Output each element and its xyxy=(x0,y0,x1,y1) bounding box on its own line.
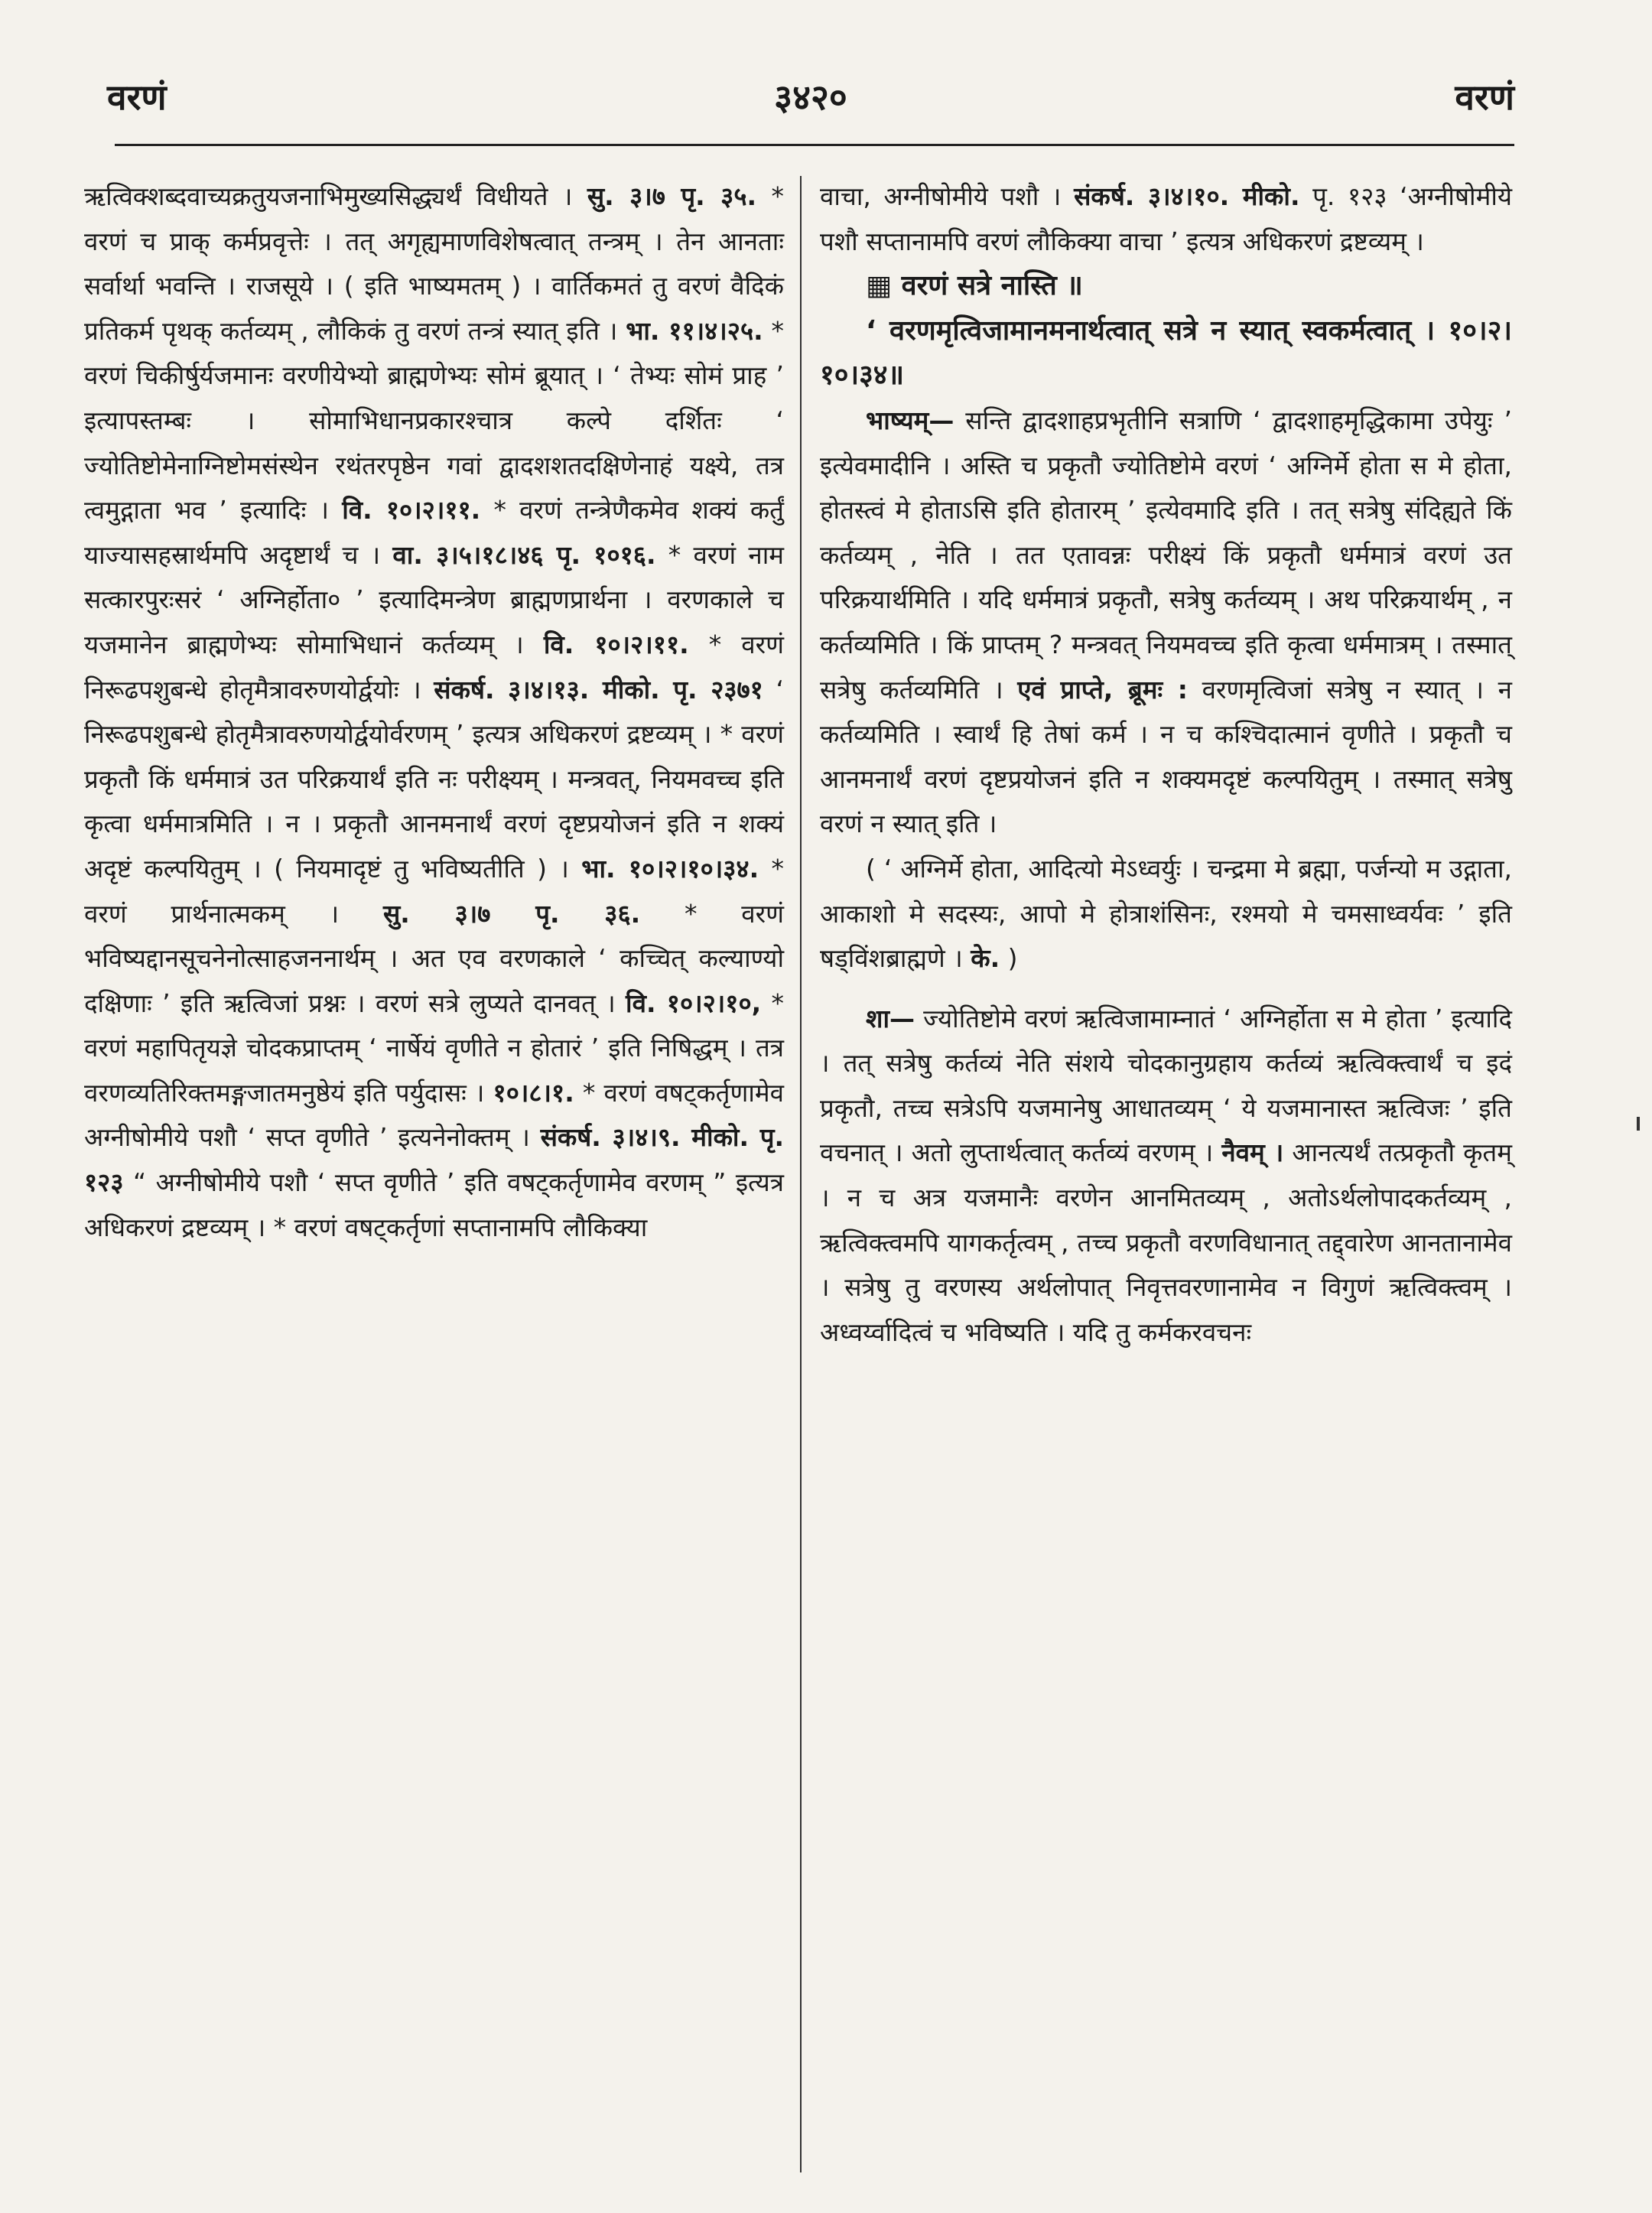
left-text-4: * वरणं तन्त्रेणैकमेव शक्यं कर्तुं याज्यासहस्रार्थमपि अदृष्टार्थं च । xyxy=(84,495,784,570)
section-heading xyxy=(820,264,1512,309)
left-text-7: ‘ निरूढपशुबन्धे होतृमैत्रावरुणयोर्द्वयोर्वरणम् ’ इत्यत्र अधिकरणं द्रष्टव्यम् । * वरणं प्रकृतौ किं धर्ममात्रं उत परिक्रयार्थं इति नः परीक्ष्यम् । मन्त्रवत्, नियमवच्च इति कृत्वा धर्ममात्रमिति । न । प्रकृतौ आनमनार्थं वरणं दृष्टप्रयोजनं इति न शक्यं अदृष्टं कल्पयितुम् । ( नियमादृष्टं तु भविष्यतीति ) । xyxy=(84,674,784,884)
left-ref-5: वि. १०।२।११. xyxy=(543,629,689,659)
bhashya-paragraph xyxy=(820,399,1512,847)
left-ref-9: वि. १०।२।१०, xyxy=(626,988,762,1018)
shastra-paragraph xyxy=(820,997,1512,1355)
bhashya-bold: एवं प्राप्ते, ब्रूमः : xyxy=(1017,674,1188,705)
left-text-3: * वरणं चिकीर्षुर्यजमानः वरणीयेभ्यो ब्राह्मणेभ्यः सोमं ब्रूयात् । ‘ तेभ्यः सोमं प्राह ’ इत्यापस्तम्बः । सोमाभिधानप्रकारश्चात्र कल्पे दर्शितः ‘ ज्योतिष्टोमेनाग्निष्टोमसंस्थेन रथंतरपृष्ठेन गवां द्वादशशतदक्षिणेनाहं यक्ष्ये, तत्र त्वमुद्गाता भव ’ इत्यादिः । xyxy=(84,315,784,526)
left-ref-11: संकर्ष. ३।४।९. मीको. पृ. १२३ xyxy=(84,1122,785,1198)
column-divider xyxy=(800,176,802,2172)
page-number: ३४२० xyxy=(774,76,847,118)
margin-mark xyxy=(1637,1117,1640,1131)
left-ref-1: सु. ३।७ पृ. ३५. xyxy=(587,181,757,211)
sutra-text: ‘ वरणमृत्विजामानमनार्थत्वात् सत्रे न स्यात् स्वकर्मत्वात् । १०।२।१०।३४॥ xyxy=(820,314,1512,392)
shastra-text-2: आनत्यर्थं तत्प्रकृतौ कृतम् । न च अत्र यजमानैः वरणेन आनमितव्यम् , अतोऽर्थलोपादकर्तव्यम् , ऋत्विक्त्वमपि यागकर्तृत्वम् , तच्च प्रकृतौ वरणविधानात् तद्द्वारेण आनतानामेव । सत्रेषु तु वरणस्य अर्थलोपात् निवृत्तवरणानामेव न विगुणं ऋत्विक्त्वम् । अध्वर्य्वादित्वं च भविष्यति । यदि तु कर्मकरवचनः xyxy=(820,1137,1512,1347)
left-ref-10: १०।८।१. xyxy=(493,1077,574,1108)
right-ref-1: संकर्ष. ३।४।१०. मीको. xyxy=(1074,181,1300,211)
right-text-1: वाचा, अग्नीषोमीये पशौ । xyxy=(820,181,1062,211)
left-text-2: * वरणं च प्राक् कर्मप्रवृत्तेः । तत् अगृह्यमाणविशेषत्वात् तन्त्रम् । तेन आनताः सर्वार्था भवन्ति । राजसूये । ( इति भाष्यमतम् ) । वार्तिकमतं तु वरणं वैदिकं प्रतिकर्म पृथक् कर्तव्यम् , लौकिकं तु वरणं तन्त्रं स्यात् इति । xyxy=(84,181,784,346)
left-text-8: * वरणं प्रार्थनात्मकम् । xyxy=(84,853,784,929)
page-header xyxy=(107,73,1514,134)
left-text-6: * वरणं निरूढपशुबन्धे होतृमैत्रावरुणयोर्द्वयोः । xyxy=(84,629,784,705)
left-ref-3: वि. १०।२।११. xyxy=(342,495,481,526)
note-ref: के. xyxy=(971,943,1000,974)
header-rule xyxy=(115,144,1514,146)
note-text: ( ‘ अग्निर्मे होता, आदित्यो मेऽध्वर्युः । चन्द्रमा मे ब्रह्मा, पर्जन्यो म उद्गाता, आकाशो मे सदस्यः, आपो मे होत्राशंसिनः, रश्मयो मे चमसाध्वर्यवः ’ इति षड्विंशब्राह्मणे । xyxy=(820,853,1512,974)
bhashya-label: भाष्यम्— xyxy=(866,405,954,435)
left-text-10: * वरणं महापितृयज्ञे चोदकप्राप्तम् ‘ नार्षेयं वृणीते न होतारं ’ इति निषिद्धम् । तत्र वरणव्यतिरिक्तमङ्गजातमनुष्ठेयं इति पर्युदासः । xyxy=(84,988,784,1108)
left-ref-2: भा. ११।४।२५. xyxy=(626,315,763,346)
note-paragraph xyxy=(820,847,1512,981)
left-text-11: * वरणं वषट्कर्तृणामेव अग्नीषोमीये पशौ ‘ सप्त वृणीते ’ इत्यनेनोक्तम् । xyxy=(84,1077,784,1153)
running-head-right: वरणं xyxy=(1455,76,1514,118)
right-column xyxy=(820,174,1512,1355)
right-text-2: पृ. १२३ ‘अग्नीषोमीये पशौ सप्तानामपि वरणं लौकिक्या वाचा ’ इत्यत्र अधिकरणं द्रष्टव्यम् । xyxy=(820,181,1513,256)
left-text-9: * वरणं भविष्यद्दानसूचनेनोत्साहजननार्थम् । अत एव वरणकाले ‘ कच्चित् कल्याण्यो दक्षिणाः ’ इति ऋत्विजां प्रश्नः । वरणं सत्रे लुप्यते दानवत् । xyxy=(84,898,784,1018)
right-continuation xyxy=(820,174,1512,264)
left-text-5: * वरणं नाम सत्कारपुरःसरं ‘ अग्निर्होता० ’ इत्यादिमन्त्रेण ब्राह्मणप्रार्थना । वरणकाले च यजमानेन ब्राह्मणेभ्यः सोमाभिधानं कर्तव्यम् । xyxy=(84,539,784,659)
note-close: ) xyxy=(1007,943,1018,974)
left-ref-4: वा. ३।५।१८।४६ पृ. १०१६. xyxy=(392,539,656,570)
running-head-left: वरणं xyxy=(107,76,167,118)
left-ref-8: सु. ३।७ पृ. ३६. xyxy=(382,898,641,929)
left-ref-7: भा. १०।२।१०।३४. xyxy=(581,853,759,884)
left-column xyxy=(84,174,784,1250)
section-heading-icon: ▦ xyxy=(866,270,893,302)
shastra-label: शा— xyxy=(866,1003,915,1033)
left-text-12: “ अग्नीषोमीये पशौ ‘ सप्त वृणीते ’ इति वषट्कर्तृणामेव वरणम् ” इत्यत्र अधिकरणं द्रष्टव्यम् । * वरणं वषट्कर्तृणां सप्तानामपि लौकिक्या xyxy=(84,1167,784,1242)
left-ref-6: संकर्ष. ३।४।१३. मीको. पृ. २३७१ xyxy=(434,674,763,705)
bhashya-text-2: वरणमृत्विजां सत्रेषु न स्यात् । न कर्तव्यमिति । स्वार्थं हि तेषां कर्म । न च कश्चिदात्मानं वृणीते । प्रकृतौ च आनमनार्थं वरणं दृष्टप्रयोजनं इति न शक्यमदृष्टं कल्पयितुम् । तस्मात् सत्रेषु वरणं न स्यात् इति । xyxy=(820,674,1512,839)
shastra-text-1: ज्योतिष्टोमे वरणं ऋत्विजामाम्नातं ‘ अग्निर्होता स मे होता ’ इत्यादि । तत् सत्रेषु कर्तव्यं नेति संशये चोदकानुग्रहाय कर्तव्यं ऋत्विक्त्वार्थं च इदं प्रकृतौ, तच्च सत्रेऽपि यजमानेषु आधातव्यम् ‘ ये यजमानास्त ऋत्विजः ’ इति वचनात् । अतो लुप्तार्थत्वात् कर्तव्यं वरणम् । xyxy=(820,1003,1512,1168)
bhashya-text-1: सन्ति द्वादशाहप्रभृतीनि सत्राणि ‘ द्वादशाहमृद्धिकामा उपेयुः ’ इत्येवमादीनि । अस्ति च प्रकृतौ ज्योतिष्टोमे वरणं ‘ अग्निर्मे होता स मे होता, होतस्त्वं मे होताऽसि इति होतारम् ’ इत्येवमादि इति । तत् सत्रेषु संदिह्यते किं कर्तव्यम् , नेति । तत एतावन्नः परीक्ष्यं किं प्रकृतौ धर्ममात्रं वरणं उत परिक्रयार्थमिति । यदि धर्ममात्रं प्रकृतौ, सत्रेषु कर्तव्यम् । अथ परिक्रयार्थम् , न कर्तव्यमिति । किं प्राप्तम् ? मन्त्रवत् नियमवच्च इति कृत्वा धर्ममात्रम् । तस्मात् सत्रेषु कर्तव्यमिति । xyxy=(820,405,1512,705)
section-heading-text: वरणं सत्रे नास्ति ॥ xyxy=(901,270,1083,302)
left-text-1: ऋत्विक्शब्दवाच्यक्रतुयजनाभिमुख्यसिद्ध्यर्थं विधीयते । xyxy=(84,181,573,211)
left-entries xyxy=(84,174,784,1250)
shastra-bold: नैवम् । xyxy=(1221,1137,1284,1168)
